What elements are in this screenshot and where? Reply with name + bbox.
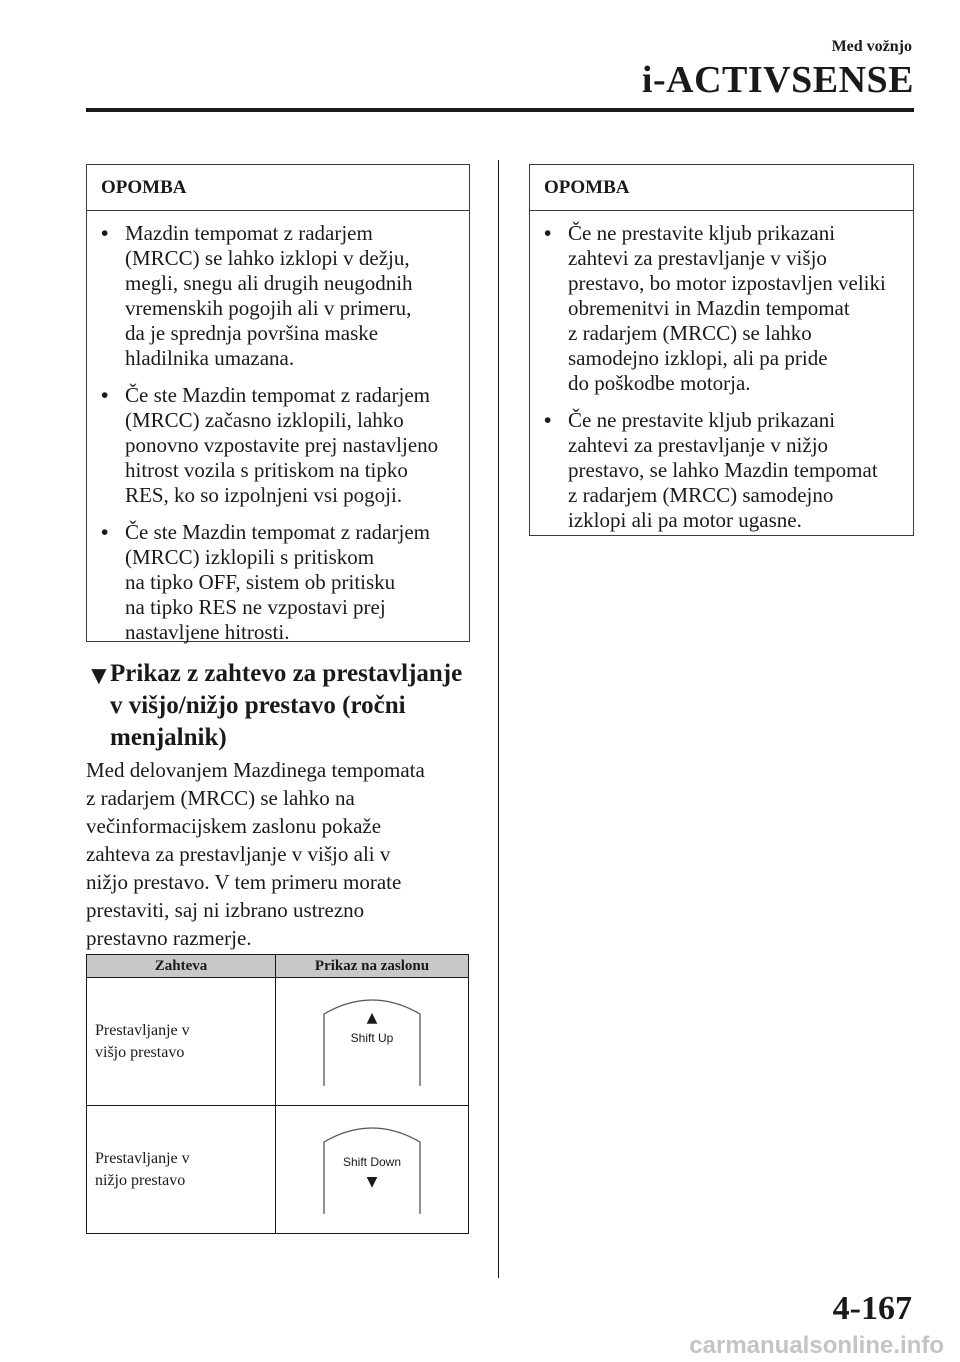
shift-up-arrow-icon: ▲	[366, 1010, 378, 1026]
shift-down-text: Shift Down	[342, 1155, 402, 1169]
note-item-text: Mazdin tempomat z radarjem (MRCC) se lahko izklopi v dežju, megli, snegu ali drugih neugodnih vremenskih pogojih ali v primeru, da je sprednja površina maske hladilnika umazana.	[125, 221, 413, 370]
note-item-text: Če ste Mazdin tempomat z radarjem (MRCC) izklopili s pritiskom na tipko OFF, sistem ob pritisku na tipko RES ne vzpostavi prej nastavljene hitrosti.	[125, 520, 430, 644]
note-list	[87, 211, 469, 645]
bullet-icon: •	[544, 408, 552, 432]
shift-up-text: Shift Up	[350, 1031, 394, 1045]
note-box-left	[86, 164, 470, 642]
note-item	[101, 221, 455, 371]
page-number: 4-167	[832, 1290, 912, 1327]
bullet-icon: •	[101, 383, 109, 407]
shift-down-display	[276, 1106, 468, 1228]
header-rule	[86, 108, 914, 112]
table-header-request: Zahteva	[87, 955, 276, 978]
shift-up-display	[276, 978, 468, 1100]
table-cell-request: Prestavljanje v nižjo prestavo	[87, 1106, 276, 1234]
note-item	[544, 408, 899, 533]
table-cell-request: Prestavljanje v višjo prestavo	[87, 978, 276, 1106]
section-heading-text: Prikaz z zahtevo za prestavljanje v višjo/nižjo prestavo (ročni menjalnik)	[110, 660, 463, 751]
body-paragraph: Med delovanjem Mazdinega tempomata z radarjem (MRCC) se lahko na večinformacijskem zaslonu pokaže zahteva za prestavljanje v višjo ali v nižjo prestavo. V tem primeru morate prestaviti, saj ni izbrano ustrezno prestavno razmerje.	[86, 758, 425, 950]
column-divider	[498, 160, 499, 1278]
note-list	[530, 211, 913, 533]
section-marker-icon: ▼	[86, 661, 112, 690]
shift-request-table	[86, 954, 469, 1234]
bullet-icon: •	[101, 221, 109, 245]
header-title: i-ACTIVSENSE	[641, 59, 914, 101]
note-item	[101, 383, 455, 508]
bullet-icon: •	[544, 221, 552, 245]
header-section-label: Med vožnjo	[831, 38, 912, 55]
table-header-row	[87, 955, 469, 978]
note-box-right	[529, 164, 914, 536]
table-row	[87, 978, 469, 1106]
section-heading	[86, 658, 486, 754]
note-item-text: Če ne prestavite kljub prikazani zahtevi za prestavljanje v nižjo prestavo, se lahko Mazdin tempomat z radarjem (MRCC) samodejno izklopi ali pa motor ugasne.	[568, 408, 878, 532]
watermark: carmanualsonline.info	[689, 1332, 944, 1359]
table-cell-display	[276, 978, 469, 1106]
note-label: OPOMBA	[530, 165, 913, 211]
table-row	[87, 1106, 469, 1234]
note-item-text: Če ne prestavite kljub prikazani zahtevi za prestavljanje v višjo prestavo, bo motor izpostavljen veliki obremenitvi in Mazdin tempomat z radarjem (MRCC) se lahko samodejno izklopi, ali pa pride do poškodbe motorja.	[568, 221, 886, 395]
note-label: OPOMBA	[87, 165, 469, 211]
bullet-icon: •	[101, 520, 109, 544]
shift-down-arrow-icon: ▼	[366, 1174, 378, 1190]
display-frame	[324, 1128, 420, 1214]
note-item-text: Če ste Mazdin tempomat z radarjem (MRCC) začasno izklopili, lahko ponovno vzpostavite prej nastavljeno hitrost vozila s pritiskom na tipko RES, ko so izpolnjeni vsi pogoji.	[125, 383, 439, 507]
table-cell-display	[276, 1106, 469, 1234]
note-item	[544, 221, 899, 396]
note-item	[101, 520, 455, 645]
table-header-display: Prikaz na zaslonu	[276, 955, 469, 978]
